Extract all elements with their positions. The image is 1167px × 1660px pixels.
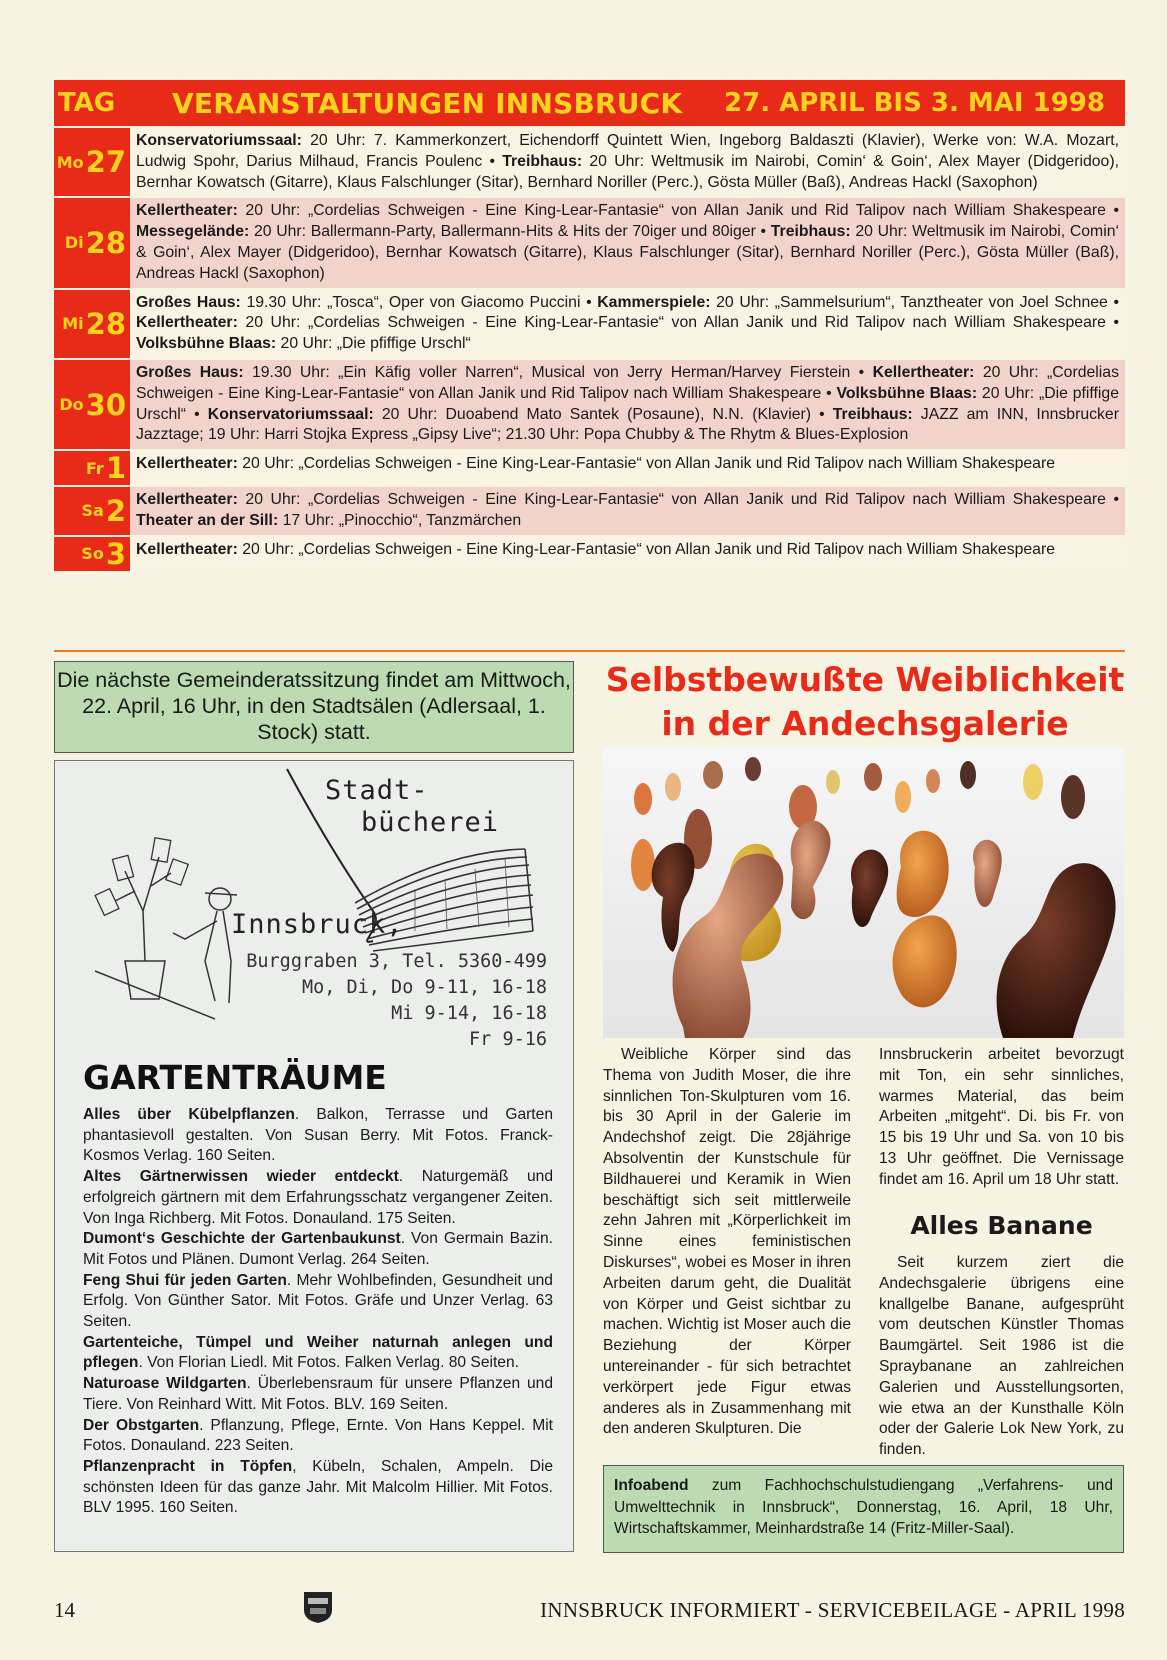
event-details: 20 Uhr: „Cordelias Schweigen - Eine King-Lear-Fantasie“ von Allan Janik und Rid Talipov nach William Shakespeare • — [237, 314, 1119, 332]
event-daynumber: 28 — [85, 306, 126, 341]
event-venue: Kellertheater: — [136, 202, 238, 220]
event-day-row — [54, 126, 1125, 196]
event-weekday: Mo — [56, 152, 84, 172]
library-title-line1: Stadt- — [325, 775, 429, 806]
book-entry — [83, 1333, 553, 1374]
event-weekday: Fr — [86, 458, 104, 478]
event-details: 19.30 Uhr: „Ein Käfig voller Narren“, Musical von Jerry Herman/Harvey Fierstein • — [243, 363, 873, 381]
book-title: Der Obstgarten — [83, 1416, 200, 1434]
events-divider — [54, 650, 1125, 652]
book-entry — [83, 1374, 553, 1415]
events-rows — [54, 126, 1125, 571]
book-title: Dumont‘s Geschichte der Gartenbaukunst — [83, 1230, 401, 1248]
book-entry — [83, 1457, 553, 1519]
book-entry — [83, 1271, 553, 1333]
event-daynumber: 28 — [85, 225, 126, 260]
event-weekday: So — [81, 544, 104, 564]
banane-heading: Alles Banane — [910, 1211, 1093, 1240]
book-description: . Von Germain Bazin. Mit Fotos und Plänen. Dumont Verlag. 264 Seiten. — [83, 1230, 553, 1268]
library-title-line2: bücherei — [361, 807, 500, 838]
book-description: . Naturgemäß und erfolgreich gärtnern mit dem Erfahrungsschatz vergangener Zeiten. Von Inga Richberg. Mit Fotos. Donauland. 175 Seiten. — [83, 1168, 553, 1227]
library-box — [54, 760, 574, 1552]
article-column-1: Weibliche Körper sind das Thema von Judith Moser, die ihre sinnlichen Ton-Skulpturen vom 16. bis 30 April in der Galerie im Andechshof zeigt. Die 28jährige Absolventin der Kunstschule für Bildhauerei und Keramik in Wien beschäftigt sich seit mittlerweile zehn Jahren mit „Körperlichkeit im Sinne eines feministischen Diskurses“, wobei es Moser in ihren Arbeiten darum geht, die Dualität von Körper und Geist sichtbar zu machen. Wichtig ist Moser auch die Beziehung der Körper untereinander - für sich betrachtet verkörpert jede Figur etwas anderes als in Zusammenhang mit den anderen Skulpturen. Die — [603, 1046, 851, 1438]
event-details: 17 Uhr: „Pinocchio“, Tanzmärchen — [278, 511, 522, 529]
event-venue: Theater an der Sill: — [136, 511, 279, 529]
event-venue: Großes Haus: — [136, 293, 241, 311]
event-listing — [130, 487, 1125, 535]
events-date-range: 27. APRIL BIS 3. MAI 1998 — [724, 88, 1105, 118]
event-day-row — [54, 449, 1125, 485]
event-venue: Treibhaus: — [770, 223, 851, 241]
event-details: 20 Uhr: „Sammelsurium“, Tanztheater von Joel Schnee • — [710, 293, 1119, 311]
book-title: Alles über Kübelpflanzen — [83, 1106, 295, 1123]
event-daynumber: 2 — [105, 493, 126, 528]
event-venue: Messegelände: — [136, 223, 250, 241]
book-title: Feng Shui für jeden Garten — [83, 1271, 287, 1289]
event-details: 20 Uhr: „Cordelias Schweigen - Eine King-Lear-Fantasie“ von Allan Janik und Rid Talipov nach William Shakespeare — [237, 540, 1056, 558]
book-description: . Überlebensraum für unsere Pflanzen und Tiere. Von Reinhard Witt. Mit Fotos. BLV. 169 Seiten. — [83, 1375, 553, 1413]
event-listing — [130, 451, 1125, 485]
event-day-row — [54, 358, 1125, 449]
event-daynumber: 1 — [105, 451, 126, 486]
book-description: . Von Florian Liedl. Mit Fotos. Falken Verlag. 80 Seiten. — [138, 1354, 519, 1372]
event-venue: Konservatoriumssaal: — [207, 405, 374, 423]
event-listing — [130, 290, 1125, 358]
book-title: Altes Gärtnerwissen wieder entdeckt — [83, 1168, 399, 1186]
event-details: 20 Uhr: „Cordelias Schweigen - Eine King-Lear-Fantasie“ von Allan Janik und Rid Talipov nach William Shakespeare — [237, 455, 1056, 473]
event-day-label — [54, 487, 130, 535]
book-entry — [83, 1416, 553, 1457]
events-title: VERANSTALTUNGEN INNSBRUCK — [172, 86, 683, 120]
publication-footer: INNSBRUCK INFORMIERT - SERVICEBEILAGE - APRIL 1998 — [540, 1598, 1125, 1622]
event-venue: Kellertheater: — [136, 491, 238, 509]
event-day-row — [54, 288, 1125, 358]
book-entry — [83, 1229, 553, 1270]
book-list — [83, 1105, 553, 1519]
library-hours-mo-di-do: Mo, Di, Do 9-11, 16-18 — [301, 977, 547, 998]
event-daynumber: 30 — [85, 387, 126, 422]
innsbruck-crest-icon — [302, 1590, 334, 1624]
event-venue: Kellertheater: — [136, 455, 238, 473]
event-day-label — [54, 128, 130, 196]
event-day-label — [54, 290, 130, 358]
event-day-label — [54, 451, 130, 485]
sculpture-photo — [603, 747, 1124, 1038]
book-title: Gartenteiche, Tümpel und Weiher naturnah anlegen und pflegen — [83, 1333, 553, 1372]
book-entry — [83, 1167, 553, 1229]
event-day-row — [54, 535, 1125, 571]
event-weekday: Do — [59, 395, 84, 415]
event-listing — [130, 537, 1125, 571]
event-day-label — [54, 537, 130, 571]
book-title: Pflanzenpracht in Töpfen — [83, 1457, 293, 1475]
event-weekday: Mi — [62, 314, 84, 334]
event-day-label — [54, 198, 130, 287]
article-column-2: Innsbruckerin arbeitet bevorzugt mit Ton, ein sehr sinnliches, warmes Material, das beim Arbeiten „mitgeht“. Di. bis Fr. von 15 bis 19 Uhr und Sa. von 10 bis 13 Uhr geöffnet. Die Vernissage findet am 16. April um 18 Uhr statt. — [879, 1046, 1124, 1188]
article-title — [600, 658, 1130, 746]
info-text: zum Fachhochschulstudiengang „Verfahrens- und Umwelttechnik in Innsbruck“, Donnerstag, 16. April, 18 Uhr, Wirtschaftskammer, Meinhardstraße 14 (Fritz-Miller-Saal). — [614, 1477, 1113, 1537]
garten-heading: GARTENTRÄUME — [83, 1058, 387, 1097]
event-day-row — [54, 485, 1125, 535]
event-venue: Volksbühne Blaas: — [136, 335, 277, 353]
book-description: , Kübeln, Schalen, Ampeln. Die schönsten Ideen für das ganze Jahr. Mit Malcolm Hillier. Mit Fotos. BLV 1995. 160 Seiten. — [83, 1457, 553, 1517]
book-description: . Pflanzung, Pflege, Ernte. Von Hans Keppel. Mit Fotos. Donauland. 223 Seiten. — [83, 1416, 553, 1455]
book-description: . Balkon, Terrasse und Garten phantasievoll gestalten. Von Susan Berry. Mit Fotos. Franck-Kosmos Verlag. 160 Seiten. — [83, 1106, 553, 1165]
book-title: Naturoase Wildgarten — [83, 1375, 247, 1393]
info-lead: Infoabend — [614, 1477, 689, 1494]
event-details: 20 Uhr: „Cordelias Schweigen - Eine King-Lear-Fantasie“ von Allan Janik und Rid Talipov nach William Shakespeare • — [237, 491, 1119, 509]
event-weekday: Di — [64, 233, 84, 253]
event-venue: Kellertheater: — [136, 314, 238, 332]
article-title-line1: Selbstbewußte Weiblichkeit — [605, 660, 1125, 699]
event-details: 20 Uhr: „Die pfiffige Urschl“ • — [136, 384, 1119, 423]
event-venue: Volksbühne Blaas: — [836, 384, 978, 402]
book-entry — [83, 1105, 553, 1167]
council-notice: Die nächste Gemeinderatssitzung findet am Mittwoch, 22. April, 16 Uhr, in den Stadtsälen (Adlersaal, 1. Stock) statt. — [54, 661, 574, 753]
event-day-label — [54, 360, 130, 449]
event-details: 20 Uhr: „Cordelias Schweigen - Eine King-Lear-Fantasie“ von Allan Janik und Rid Talipov nach William Shakespeare • — [136, 363, 1119, 402]
event-listing — [130, 360, 1125, 449]
event-venue: Kellertheater: — [136, 540, 238, 558]
book-description: . Mehr Wohlbefinden, Gesundheit und Erfolg. Von Günther Sator. Mit Fotos. Gräfe und Unzer Verlag. 63 Seiten. — [83, 1271, 553, 1331]
event-details: 20 Uhr: Ballermann-Party, Ballermann-Hits & Hits der 70iger und 80iger • — [249, 223, 771, 241]
event-listing — [130, 198, 1125, 287]
event-listing — [130, 128, 1125, 196]
event-weekday: Sa — [81, 501, 104, 521]
event-details: 19.30 Uhr: „Tosca“, Oper von Giacomo Puccini • — [240, 293, 598, 311]
event-venue: Treibhaus: — [502, 152, 583, 170]
event-venue: Kammerspiele: — [597, 293, 711, 311]
events-header — [54, 80, 1125, 126]
event-venue: Großes Haus: — [136, 363, 244, 381]
event-venue: Kellertheater: — [872, 363, 975, 381]
library-address: Burggraben 3, Tel. 5360-499 — [246, 951, 547, 972]
event-details: JAZZ am INN, Innsbrucker Jazztage; 19 Uhr: Harri Stojka Express „Gipsy Live“; 21.30 Uhr: Popa Chubby & The Rhytm & Blues-Explosion — [136, 405, 1119, 444]
event-details: 20 Uhr: „Cordelias Schweigen - Eine King-Lear-Fantasie“ von Allan Janik und Rid Talipov nach William Shakespeare • — [237, 202, 1119, 220]
info-notice — [603, 1465, 1124, 1553]
event-venue: Konservatoriumssaal: — [136, 132, 302, 149]
event-daynumber: 27 — [85, 145, 126, 180]
event-day-row — [54, 196, 1125, 287]
event-details: 20 Uhr: Duoabend Mato Santek (Posaune), N.N. (Klavier) • — [373, 405, 833, 423]
event-details: 20 Uhr: 7. Kammerkonzert, Eichendorff Quintett Wien, Ingeborg Baldaszti (Klavier), Werke von: W.A. Mozart, Ludwig Spohr, Darius Milhaud, Francis Poulenc • — [136, 132, 1119, 170]
library-city: Innsbruck, — [231, 909, 404, 940]
event-details: 20 Uhr: Weltmusik im Nairobi, Comin‘ & Goin‘, Alex Mayer (Didgeridoo), Bernhar Kowatsch (Gitarre), Klaus Falschlunger (Sitar), Bernhard Noriller (Perc.), Gösta Müller (Baß), Andreas Hackl (Saxophon) — [136, 223, 1119, 282]
library-hours-fr: Fr 9-16 — [469, 1029, 547, 1050]
event-details: 20 Uhr: Weltmusik im Nairobi, Comin‘ & Goin‘, Alex Mayer (Didgeridoo), Bernhar Kowatsch (Gitarre), Klaus Falschlunger (Sitar), Bernhard Noriller (Perc.), Gösta Müller (Baß), Andreas Hackl (Saxophon) — [136, 152, 1119, 191]
page-number: 14 — [54, 1598, 75, 1622]
event-daynumber: 3 — [105, 536, 126, 571]
library-hours-mi: Mi 9-14, 16-18 — [391, 1003, 547, 1024]
events-table — [54, 80, 1125, 571]
events-day-column-heading: TAG — [58, 88, 116, 118]
event-details: 20 Uhr: „Die pfiffige Urschl“ — [276, 335, 471, 353]
event-venue: Treibhaus: — [832, 405, 913, 423]
article-title-line2: in der Andechsgalerie — [661, 704, 1069, 743]
banane-text: Seit kurzem ziert die Andechsgalerie übrigens eine knallgelbe Banane, aufgesprüht vom deutschen Künstler Thomas Baumgärtel. Seit 1986 ist die Spraybanane an zahlreichen Galerien und Ausstellungsorten, wie etwa an der Kunsthalle Köln oder der Galerie Lok New York, zu finden. — [879, 1254, 1124, 1459]
